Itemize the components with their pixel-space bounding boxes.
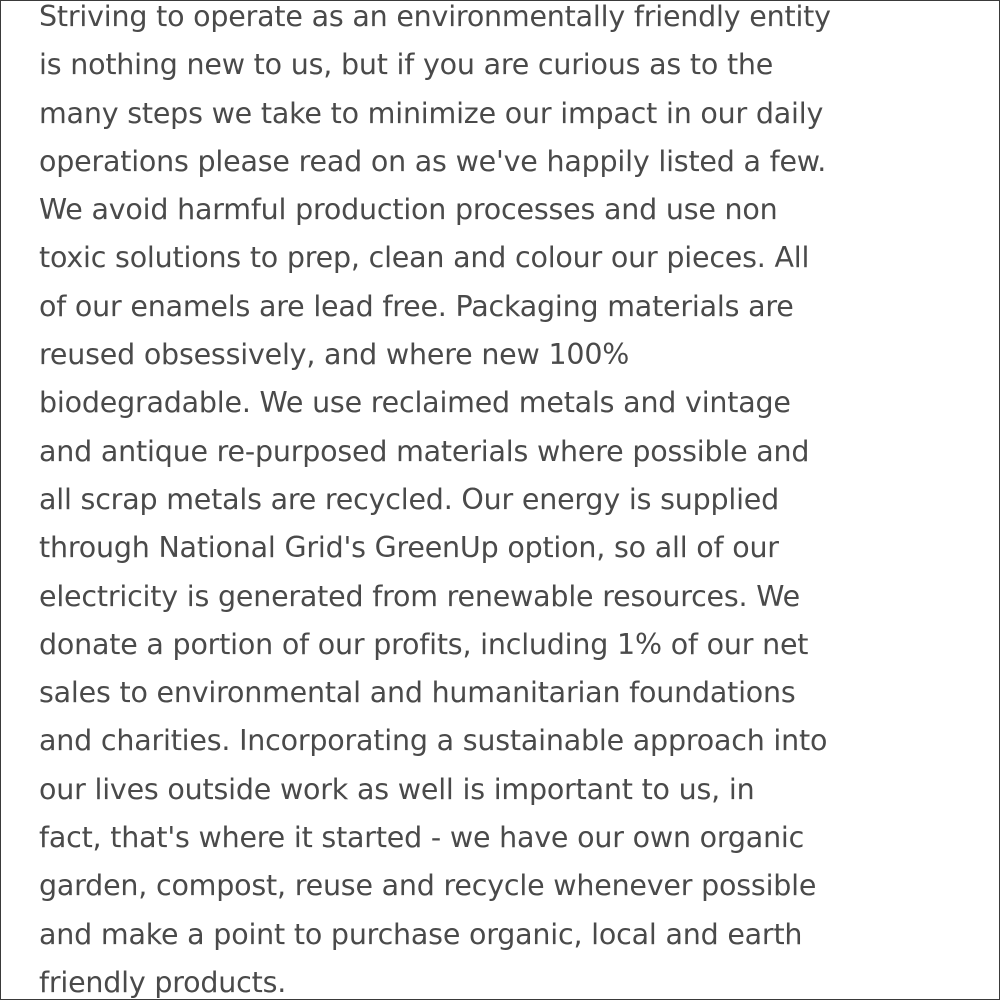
paragraph-line: electricity is generated from renewable resources. We bbox=[39, 579, 800, 613]
paragraph-line: operations please read on as we've happily listed a few. bbox=[39, 144, 827, 178]
paragraph-line: through National Grid's GreenUp option, so all of our bbox=[39, 531, 779, 565]
paragraph-line: and charities. Incorporating a sustainable approach into bbox=[39, 724, 828, 758]
paragraph-line: biodegradable. We use reclaimed metals and vintage bbox=[39, 386, 791, 420]
paragraph-line: friendly products. bbox=[39, 965, 287, 999]
paragraph-line: all scrap metals are recycled. Our energy is supplied bbox=[39, 482, 780, 516]
paragraph-line: many steps we take to minimize our impact in our daily bbox=[39, 96, 824, 130]
paragraph-line: Striving to operate as an environmentally friendly entity bbox=[39, 0, 831, 33]
sustainability-paragraph bbox=[39, 0, 989, 1000]
paragraph-line: and antique re-purposed materials where possible and bbox=[39, 434, 810, 468]
paragraph-line: reused obsessively, and where new 100% bbox=[39, 338, 630, 372]
paragraph-line: fact, that's where it started - we have our own organic bbox=[39, 821, 805, 855]
paragraph-line: and make a point to purchase organic, local and earth bbox=[39, 917, 803, 951]
paragraph-line: is nothing new to us, but if you are curious as to the bbox=[39, 48, 774, 82]
paragraph-line: toxic solutions to prep, clean and colour our pieces. All bbox=[39, 241, 810, 275]
paragraph-line: We avoid harmful production processes and use non bbox=[39, 193, 778, 227]
paragraph-line: donate a portion of our profits, including 1% of our net bbox=[39, 627, 809, 661]
paragraph-line: garden, compost, reuse and recycle whenever possible bbox=[39, 869, 817, 903]
paragraph-line: sales to environmental and humanitarian foundations bbox=[39, 676, 796, 710]
paragraph-line: our lives outside work as well is important to us, in bbox=[39, 772, 755, 806]
paragraph-line: of our enamels are lead free. Packaging materials are bbox=[39, 289, 794, 323]
